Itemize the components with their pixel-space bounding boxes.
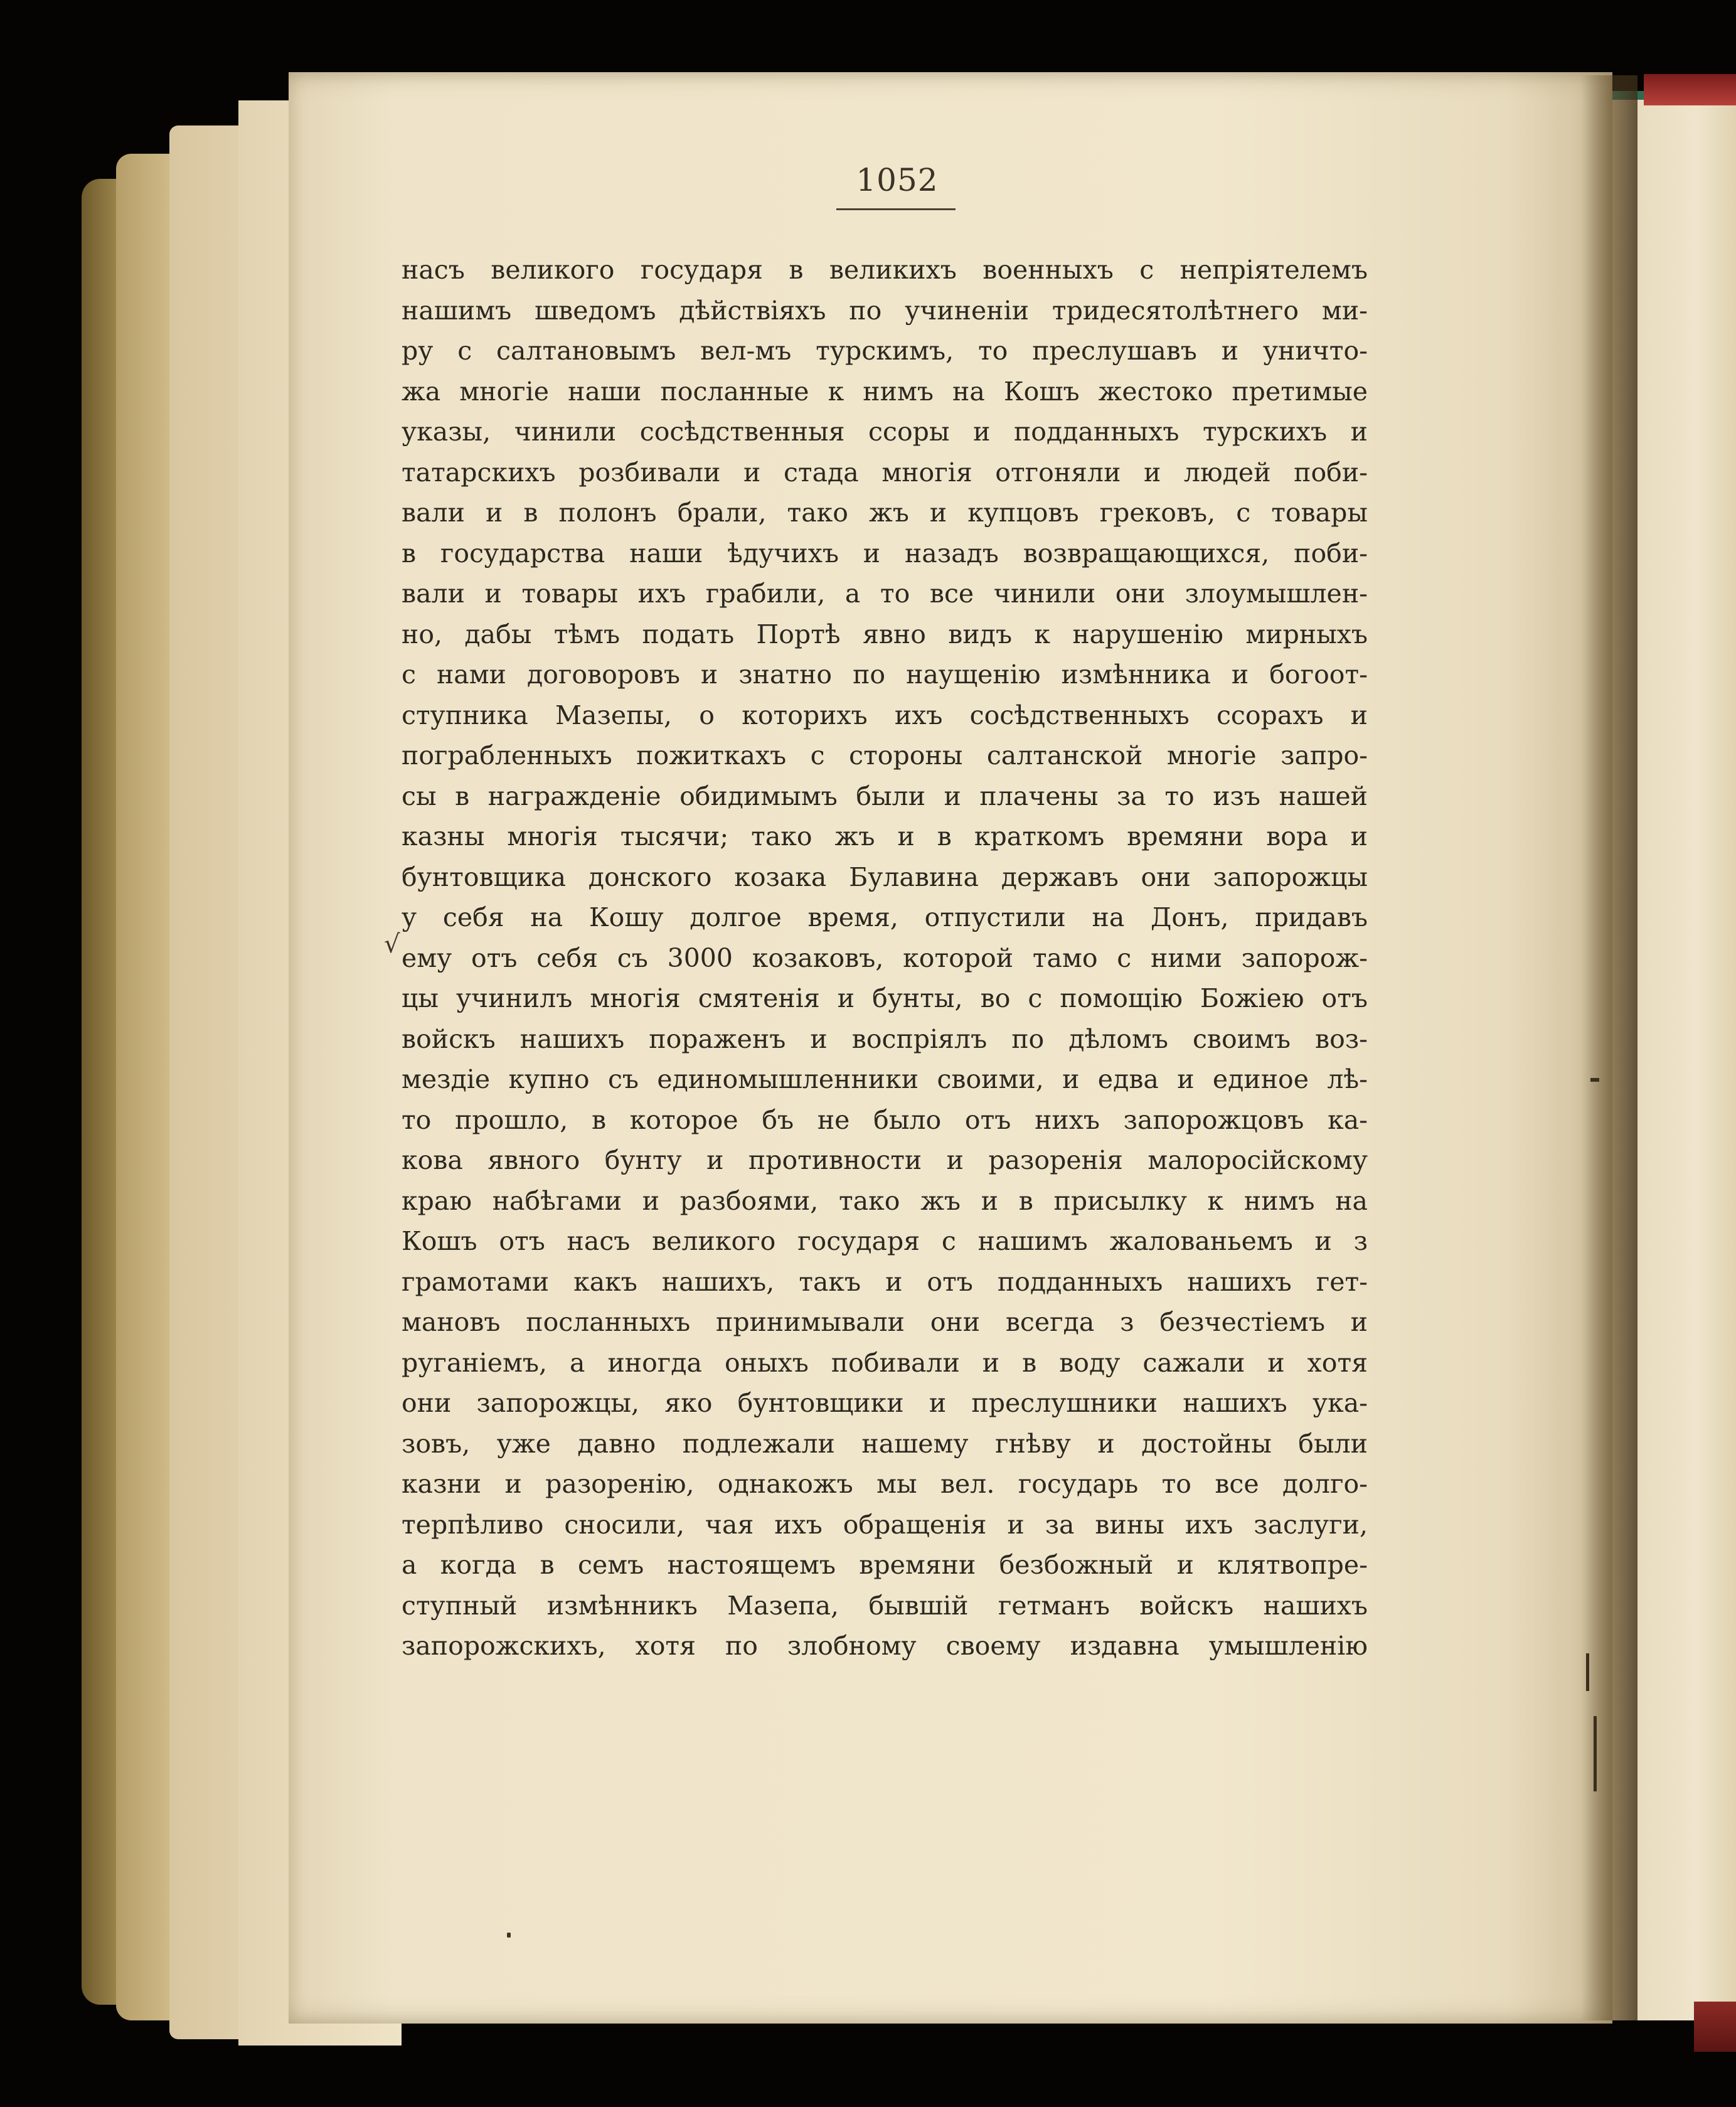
text-line — [402, 614, 1368, 655]
text-line — [402, 1343, 1368, 1384]
text-line-content: пограбленныхъ пожиткахъ с стороны салтанской многіе запро- — [402, 740, 1368, 771]
text-line-content: сы в награжденіе обидимымъ были и плачены за то изъ нашей — [402, 781, 1368, 811]
text-line-content: цы учинилъ многія смятенія и бунты, во с помощію Божіею отъ — [402, 983, 1368, 1013]
text-line — [402, 1262, 1368, 1303]
text-line-content: краю набѣгами и разбоями, тако жъ и в присылку к нимъ на — [402, 1185, 1368, 1216]
text-line-content: но, дабы тѣмъ подать Портѣ явно видъ к нарушенію мирныхъ — [402, 619, 1368, 649]
text-line — [402, 1424, 1368, 1464]
text-line-content: бунтовщика донского козака Булавина державъ они запорожцы — [402, 861, 1368, 892]
text-line-content: терпѣливо сносили, чая ихъ обращенія и за вины ихъ заслуги, — [402, 1509, 1368, 1540]
text-line — [402, 1181, 1368, 1222]
text-line-content: у себя на Кошу долгое время, отпустили на Донъ, придавъ — [402, 902, 1368, 932]
cover-edge-bottom — [1694, 2002, 1736, 2052]
text-line-content: вали и в полонъ брали, тако жъ и купцовъ грековъ, с товары — [402, 498, 1368, 528]
text-line-content: то прошло, в которое бъ не было отъ нихъ запорожцовъ ка- — [402, 1104, 1368, 1135]
text-line — [402, 412, 1368, 452]
ink-speck — [507, 1933, 511, 1938]
text-line-content: казни и разоренію, однакожъ мы вел. государь то все долго- — [402, 1469, 1368, 1499]
body-text — [402, 250, 1368, 1667]
page-mark — [1586, 1653, 1589, 1691]
text-line — [402, 533, 1368, 574]
text-line — [402, 1302, 1368, 1343]
text-line-content: зовъ, уже давно подлежали нашему гнѣву и достойны были — [402, 1428, 1368, 1459]
text-line — [402, 331, 1368, 371]
text-line — [402, 938, 1368, 979]
text-line — [402, 1505, 1368, 1545]
page-number: 1052 — [856, 162, 939, 198]
text-line — [402, 371, 1368, 412]
text-line-content: нашимъ шведомъ дѣйствіяхъ по учиненіи тридесятолѣтнего ми- — [402, 295, 1368, 326]
text-line — [402, 1383, 1368, 1424]
text-line — [402, 776, 1368, 817]
text-line — [402, 816, 1368, 857]
page-number-rule — [836, 208, 956, 210]
text-line-content: Кошъ отъ насъ великого государя с нашимъ жалованьемъ и з — [402, 1226, 1368, 1256]
text-line — [402, 1626, 1368, 1667]
text-line — [402, 1100, 1368, 1141]
text-line-content: татарскихъ розбивали и стада многія отгоняли и людей поби- — [402, 457, 1368, 488]
text-line-content: а когда в семъ настоящемъ времяни безбожный и клятвопре- — [402, 1550, 1368, 1580]
text-line — [402, 1586, 1368, 1626]
text-line-content: они запорожцы, яко бунтовщики и преслушники нашихъ ука- — [402, 1388, 1368, 1418]
text-line-content: кова явного бунту и противности и разоренія малоросійскому — [402, 1145, 1368, 1175]
text-line-content: ступника Мазепы, о которихъ ихъ сосѣдственныхъ ссорахъ и — [402, 700, 1368, 730]
text-line-content: мездіе купно съ единомышленники своими, и едва и единое лѣ- — [402, 1064, 1368, 1094]
text-line — [402, 1464, 1368, 1505]
text-line-content: казны многія тысячи; тако жъ и в краткомъ времяни вора и — [402, 821, 1368, 851]
text-line-content: в государства наши ѣдучихъ и назадъ возвращающихся, поби- — [402, 538, 1368, 568]
text-line — [402, 978, 1368, 1019]
page-gutter-shadow — [1581, 75, 1637, 2020]
text-line-content: грамотами какъ нашихъ, такъ и отъ подданныхъ нашихъ гет- — [402, 1266, 1368, 1297]
text-line — [402, 1059, 1368, 1100]
text-line — [402, 897, 1368, 938]
text-line-content: вали и товары ихъ грабили, а то все чинили они злоумышлен- — [402, 579, 1368, 609]
text-line-content: руганіемъ, а иногда оныхъ побивали и в воду сажали и хотя — [402, 1347, 1368, 1378]
text-line-content: войскъ нашихъ пораженъ и воспріялъ по дѣломъ своимъ воз- — [402, 1023, 1368, 1054]
text-line — [402, 695, 1368, 736]
text-line — [402, 1221, 1368, 1262]
page-mark — [1590, 1078, 1599, 1082]
text-line-content: насъ великого государя в великихъ военныхъ с непріятелемъ — [402, 255, 1368, 285]
text-line — [402, 654, 1368, 695]
text-line-content: ру с салтановымъ вел-мъ турскимъ, то преслушавъ и уничто- — [402, 336, 1368, 366]
text-line-content: жа многіе наши посланные к нимъ на Кошъ жестоко претимые — [402, 376, 1368, 407]
text-line — [402, 452, 1368, 493]
text-line — [402, 735, 1368, 776]
text-line — [402, 1019, 1368, 1060]
text-line-content: с нами договоровъ и знатно по наущенію измѣнника и богоот- — [402, 659, 1368, 690]
text-line-content: ступный измѣнникъ Мазепа, бывшій гетманъ войскъ нашихъ — [402, 1590, 1368, 1621]
text-line — [402, 250, 1368, 291]
text-line — [402, 573, 1368, 614]
text-line — [402, 857, 1368, 898]
text-line — [402, 1140, 1368, 1181]
page-mark — [1594, 1716, 1597, 1791]
text-line-content: мановъ посланныхъ принимывали они всегда з безчестіемъ и — [402, 1307, 1368, 1337]
text-line-content: ему отъ себя съ 3000 козаковъ, которой тамо с ними запорож- — [402, 942, 1368, 973]
margin-check-mark: √ — [384, 930, 400, 959]
text-line — [402, 291, 1368, 331]
text-line — [402, 1545, 1368, 1586]
cover-edge-top — [1644, 74, 1736, 105]
text-line-content: запорожскихъ, хотя по злобному своему издавна умышленію — [402, 1631, 1368, 1661]
text-line-content: указы, чинили сосѣдственныя ссоры и подданныхъ турскихъ и — [402, 417, 1368, 447]
text-line — [402, 493, 1368, 533]
